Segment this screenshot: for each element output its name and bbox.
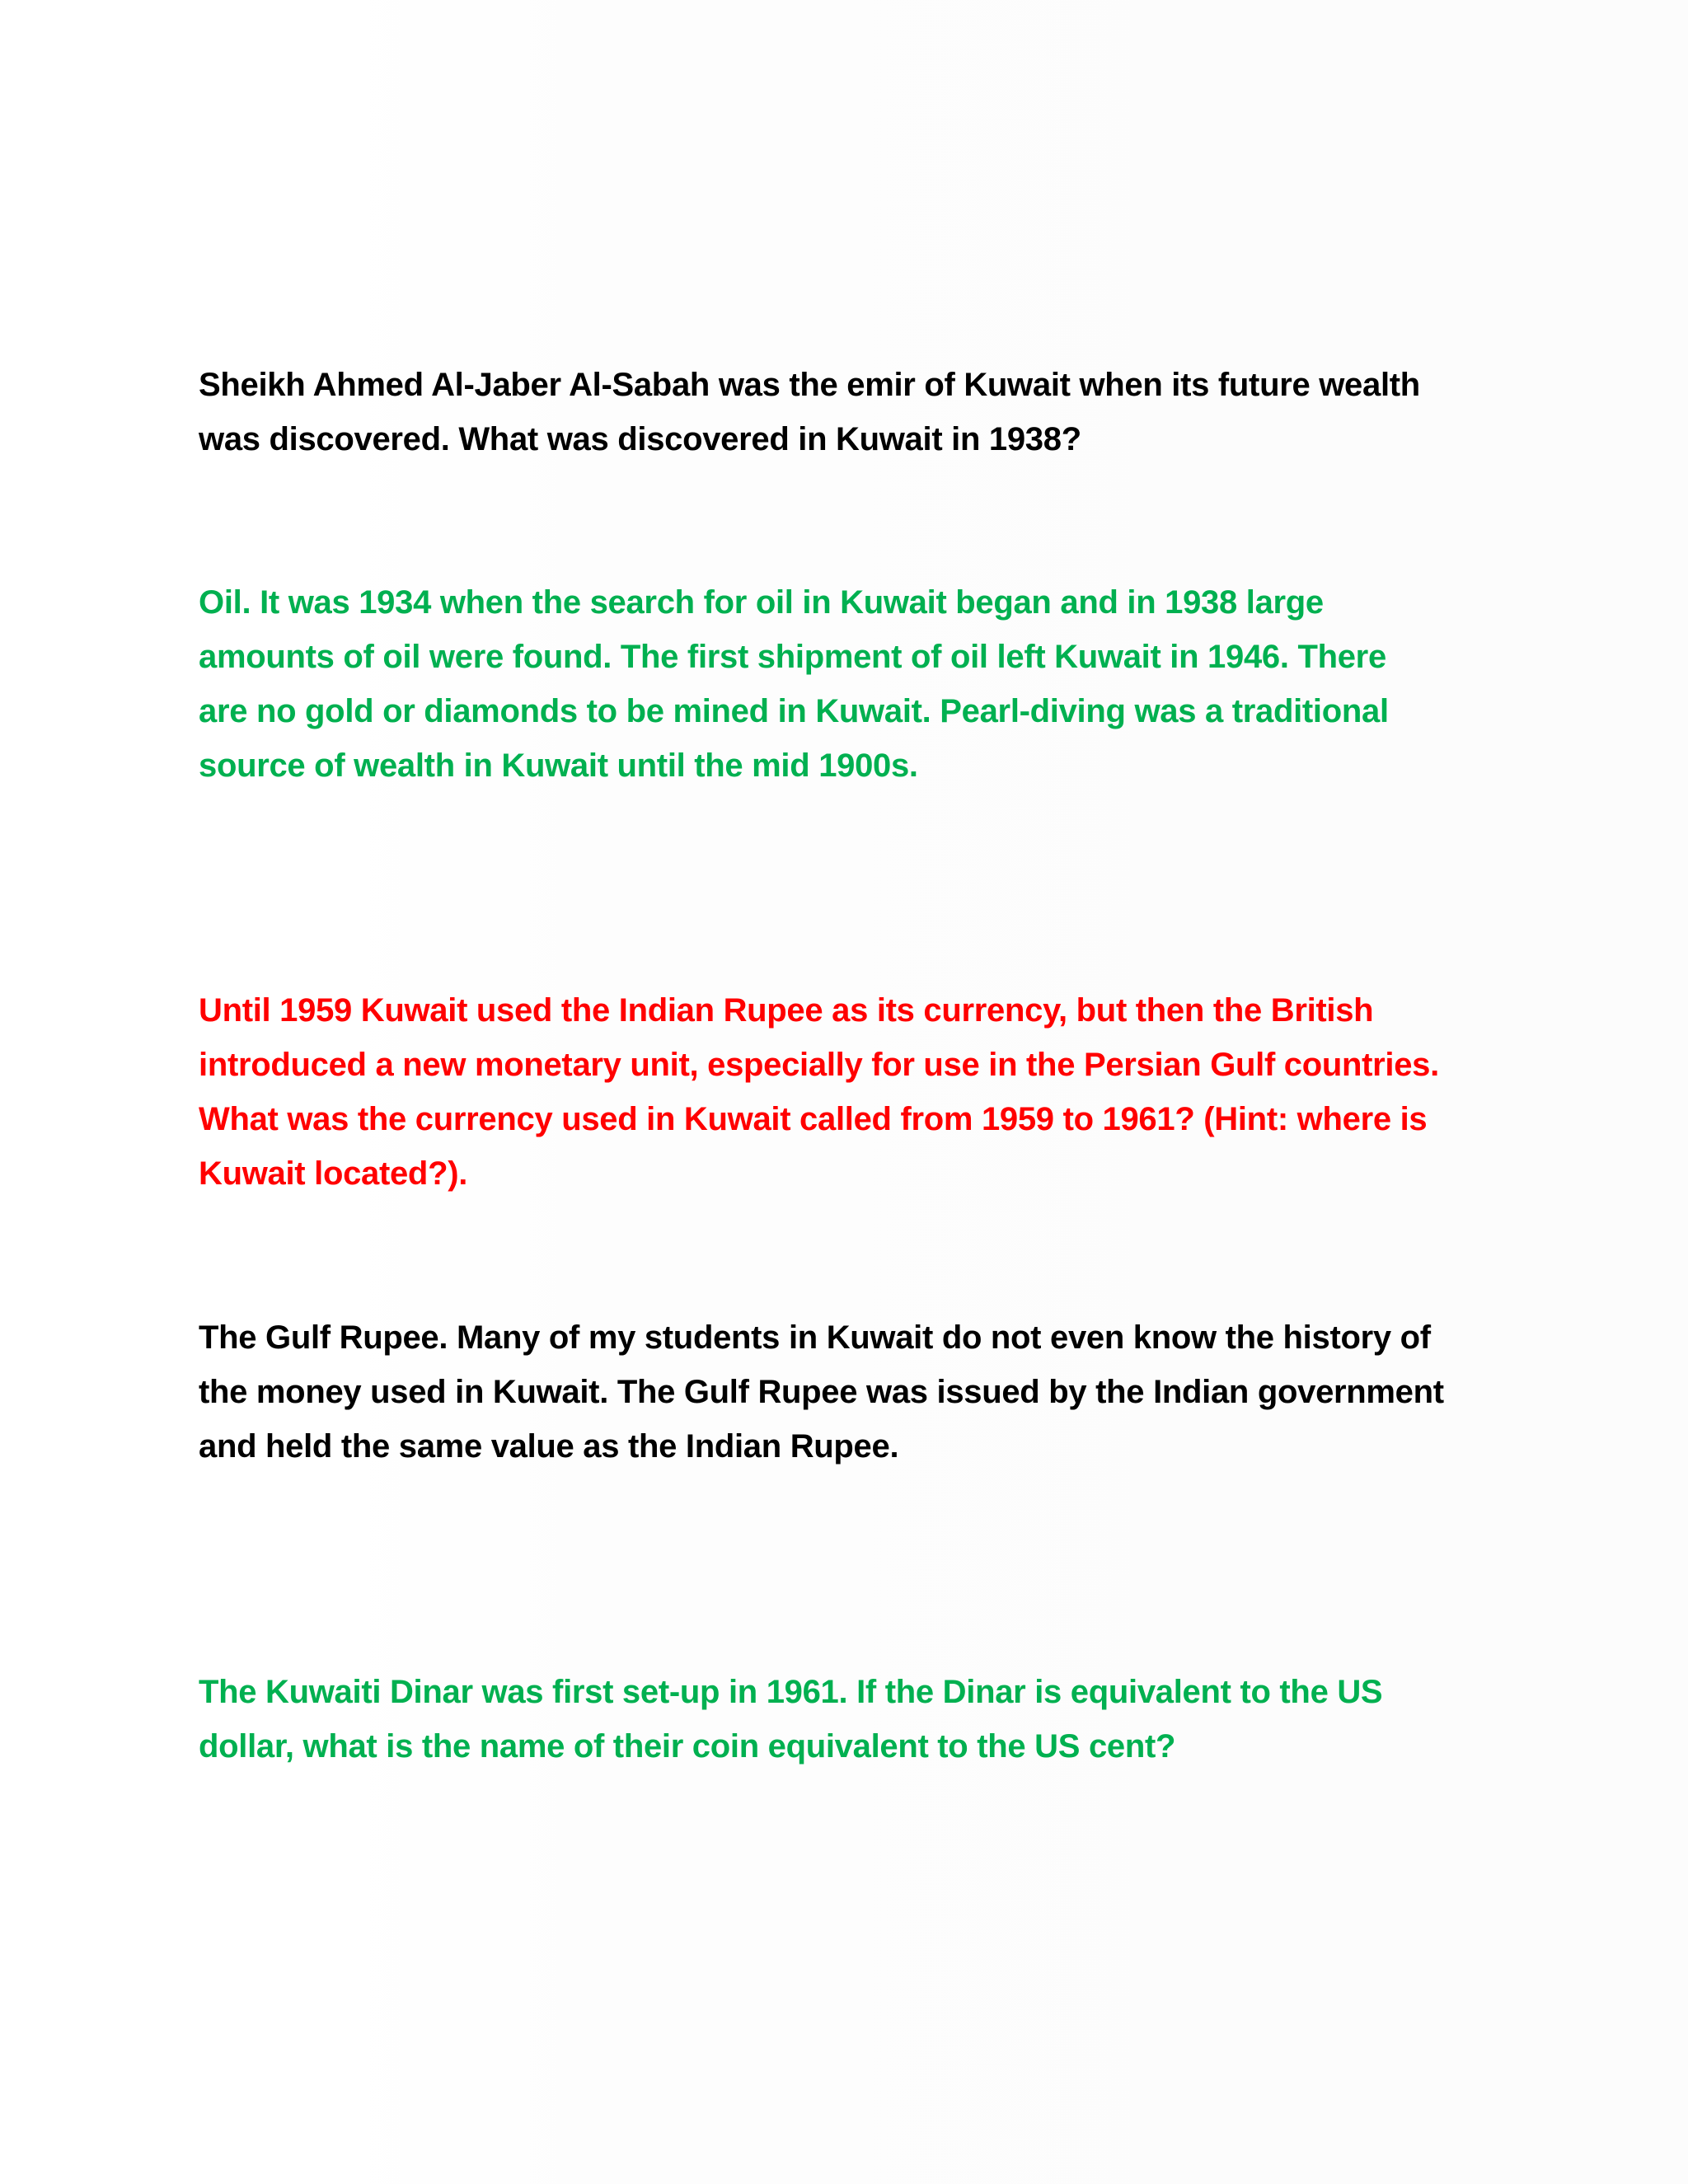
text-line: Oil. It was 1934 when the search for oil in Kuwait began and in 1938 large [199, 584, 1324, 621]
text-line: and held the same value as the Indian Rupee. [199, 1428, 899, 1465]
text-line: source of wealth in Kuwait until the mid 1900s. [199, 748, 918, 784]
answer-gulf-rupee [199, 1310, 1517, 1474]
text-line: amounts of oil were found. The first shipment of oil left Kuwait in 1946. There [199, 639, 1386, 675]
text-line: The Kuwaiti Dinar was first set-up in 1961. If the Dinar is equivalent to the US [199, 1674, 1383, 1710]
text-line: Until 1959 Kuwait used the Indian Rupee as its currency, but then the British [199, 992, 1374, 1029]
text-line: Sheikh Ahmed Al-Jaber Al-Sabah was the emir of Kuwait when its future wealth [199, 367, 1420, 403]
answer-oil [199, 575, 1517, 793]
text-line: the money used in Kuwait. The Gulf Rupee was issued by the Indian government [199, 1374, 1444, 1410]
text-line: What was the currency used in Kuwait called from 1959 to 1961? (Hint: where is [199, 1101, 1428, 1137]
question-currency [199, 983, 1517, 1201]
text-line: was discovered. What was discovered in Kuwait in 1938? [199, 421, 1081, 457]
text-line: Kuwait located?). [199, 1155, 468, 1192]
text-line: dollar, what is the name of their coin equivalent to the US cent? [199, 1728, 1176, 1765]
text-line: The Gulf Rupee. Many of my students in Kuwait do not even know the history of [199, 1319, 1431, 1356]
text-line: introduced a new monetary unit, especially for use in the Persian Gulf countries. [199, 1047, 1439, 1083]
question-emir-discovery [199, 358, 1517, 466]
text-line: are no gold or diamonds to be mined in Kuwait. Pearl-diving was a traditional [199, 693, 1389, 729]
question-dinar-coin [199, 1665, 1517, 1774]
